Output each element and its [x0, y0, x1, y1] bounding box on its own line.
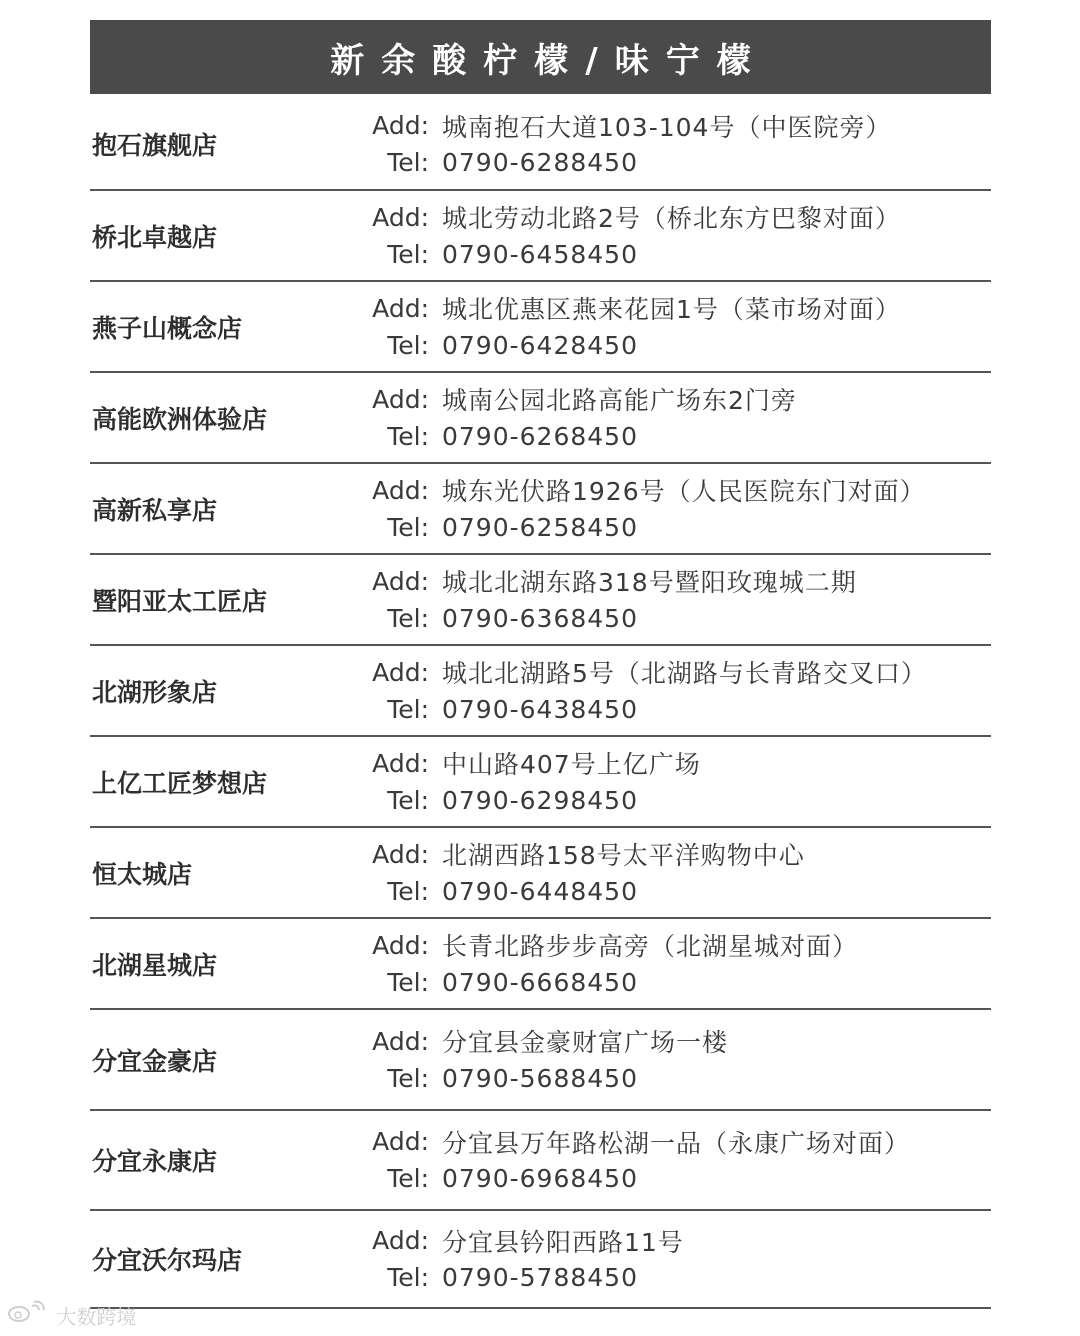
store-address: 中山路407号上亿广场 [442, 750, 701, 779]
tel-label: Tel: [387, 512, 429, 542]
store-tel: 0790-6258450 [442, 512, 638, 542]
store-row [90, 99, 991, 191]
tel-label: Tel: [387, 239, 429, 269]
store-tel: 0790-6268450 [442, 421, 638, 451]
store-address: 城南抱石大道103-104号（中医院旁） [442, 112, 892, 142]
store-row [90, 282, 991, 373]
store-info [354, 381, 984, 455]
address-label: Add: [372, 930, 429, 960]
store-address: 分宜县万年路松湖一品（永康广场对面） [442, 1128, 911, 1158]
store-tel: 0790-6428450 [442, 330, 638, 360]
address-label: Add: [372, 839, 429, 869]
store-tel: 0790-6968450 [442, 1164, 638, 1193]
watermark [6, 1300, 136, 1330]
store-name: 分宜永康店 [92, 1147, 218, 1176]
page-header [90, 20, 991, 94]
store-name: 高新私享店 [92, 495, 218, 525]
tel-label: Tel: [387, 330, 429, 360]
tel-label: Tel: [387, 1263, 429, 1292]
store-row [90, 464, 991, 555]
store-address: 长青北路步步高旁（北湖星城对面） [442, 932, 859, 961]
store-name: 高能欧洲体验店 [92, 404, 268, 434]
tel-label: Tel: [387, 1164, 429, 1193]
store-info [354, 107, 984, 181]
store-row [90, 828, 991, 919]
store-row [90, 191, 991, 282]
store-address: 城北北湖路5号（北湖路与长青路交叉口） [442, 659, 927, 688]
store-tel: 0790-6438450 [442, 694, 638, 724]
store-name: 恒太城店 [92, 859, 193, 889]
store-info [354, 654, 984, 728]
store-tel: 0790-5688450 [442, 1063, 638, 1093]
watermark-text: 大数跨境 [56, 1305, 137, 1329]
tel-label: Tel: [387, 603, 429, 633]
store-row [90, 1211, 991, 1309]
tel-label: Tel: [387, 967, 429, 997]
store-tel: 0790-6458450 [442, 239, 638, 269]
store-row [90, 919, 991, 1010]
tel-label: Tel: [387, 421, 429, 451]
store-name: 分宜金豪店 [92, 1046, 218, 1076]
tel-label: Tel: [387, 694, 429, 724]
store-name: 分宜沃尔玛店 [92, 1246, 243, 1275]
address-label: Add: [372, 111, 429, 140]
store-address: 城东光伏路1926号（人民医院东门对面） [442, 477, 926, 506]
store-row [90, 373, 991, 464]
address-label: Add: [372, 384, 429, 414]
store-row [90, 737, 991, 828]
store-address: 城北优惠区燕来花园1号（菜市场对面） [442, 295, 901, 324]
address-label: Add: [372, 293, 429, 323]
tel-label: Tel: [387, 1063, 429, 1093]
store-address: 城北劳动北路2号（桥北东方巴黎对面） [442, 204, 901, 233]
store-address: 北湖西路158号太平洋购物中心 [442, 841, 805, 870]
store-tel: 0790-6288450 [442, 148, 638, 177]
store-info [354, 1023, 984, 1097]
store-row [90, 646, 991, 737]
store-tel: 0790-6368450 [442, 603, 638, 633]
tel-label: Tel: [387, 148, 429, 177]
store-name: 抱石旗舰店 [92, 131, 218, 160]
store-info [354, 927, 984, 1001]
address-label: Add: [372, 1026, 429, 1056]
store-info [354, 1123, 984, 1197]
address-label: Add: [372, 202, 429, 232]
address-label: Add: [372, 475, 429, 505]
store-name: 北湖星城店 [92, 950, 218, 980]
address-label: Add: [372, 657, 429, 687]
store-address: 分宜县金豪财富广场一楼 [442, 1028, 729, 1057]
store-info [354, 472, 984, 546]
address-label: Add: [372, 1226, 429, 1255]
store-name: 暨阳亚太工匠店 [92, 586, 268, 616]
store-name: 燕子山概念店 [92, 313, 243, 343]
store-address: 分宜县钤阳西路11号 [442, 1227, 684, 1257]
store-name: 北湖形象店 [92, 677, 218, 707]
store-tel: 0790-5788450 [442, 1263, 638, 1292]
store-info [354, 1222, 984, 1296]
store-name: 桥北卓越店 [92, 222, 218, 252]
address-label: Add: [372, 566, 429, 596]
store-info [354, 836, 984, 910]
store-tel: 0790-6298450 [442, 785, 638, 815]
weibo-logo-icon [6, 1300, 46, 1329]
store-info [354, 745, 984, 819]
store-row [90, 555, 991, 646]
store-row [90, 1111, 991, 1211]
address-label: Add: [372, 748, 429, 778]
address-label: Add: [372, 1127, 429, 1156]
store-tel: 0790-6668450 [442, 967, 638, 997]
store-row [90, 1010, 991, 1111]
tel-label: Tel: [387, 876, 429, 906]
store-address: 城北北湖东路318号暨阳玫瑰城二期 [442, 568, 857, 597]
store-tel: 0790-6448450 [442, 876, 638, 906]
store-info [354, 290, 984, 364]
store-info [354, 199, 984, 273]
tel-label: Tel: [387, 785, 429, 815]
store-address: 城南公园北路高能广场东2门旁 [442, 386, 797, 415]
store-info [354, 563, 984, 637]
page-title: 新余酸柠檬/味宁檬 [330, 40, 768, 81]
store-name: 上亿工匠梦想店 [92, 768, 268, 798]
store-list [90, 99, 991, 1309]
